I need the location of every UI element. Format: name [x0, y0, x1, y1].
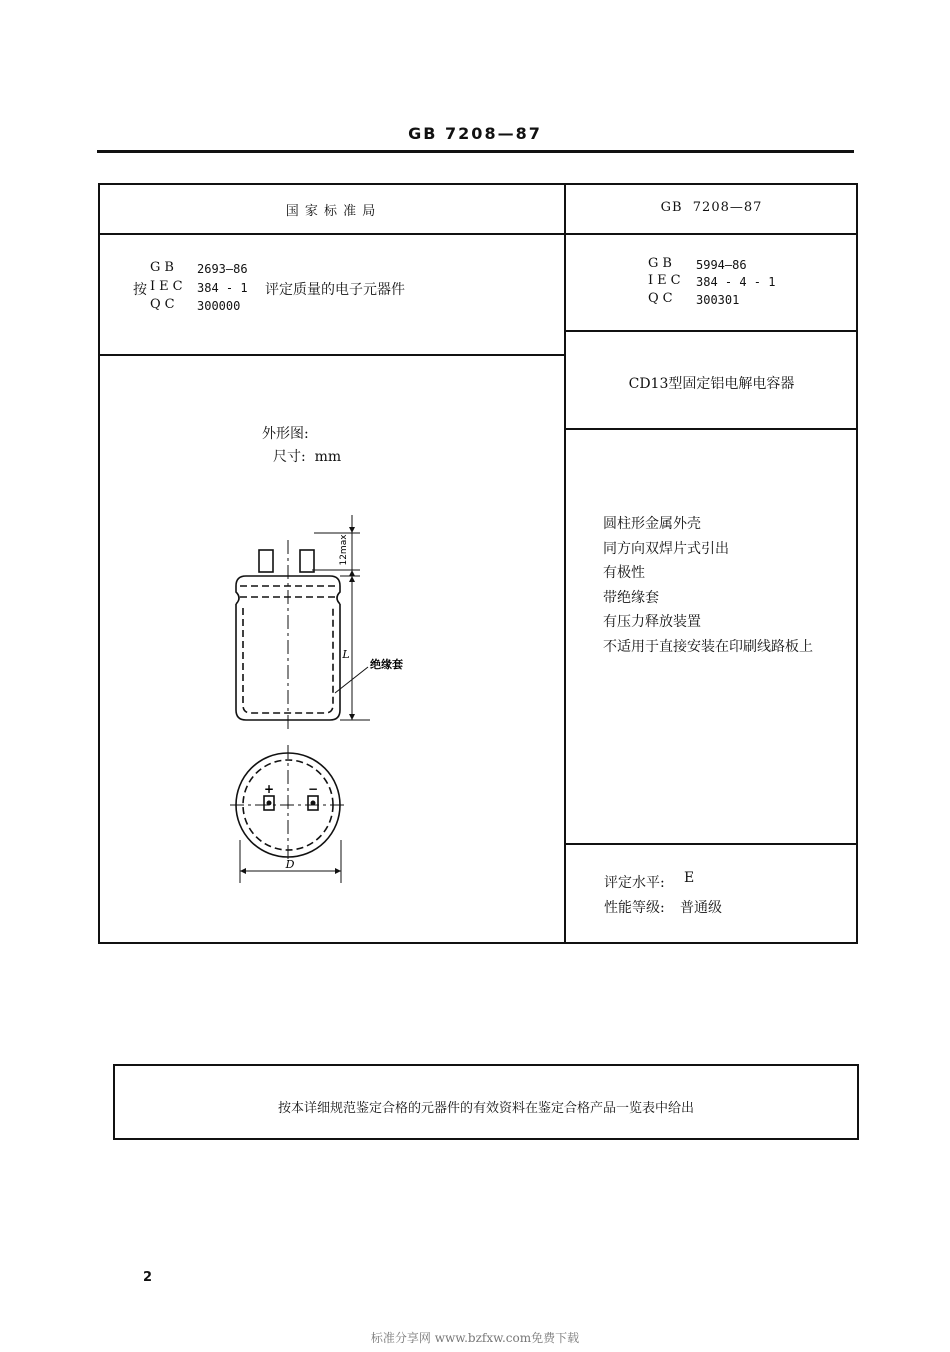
- dim-d-label: D: [285, 858, 295, 871]
- ref-title: 评定质量的电子元器件: [265, 282, 405, 298]
- right-row-divider-3: [564, 428, 858, 430]
- performance-grade-value: 普通级: [680, 900, 722, 916]
- feature-item: 不适用于直接安装在印刷线路板上: [603, 638, 813, 655]
- feature-item: 圆柱形金属外壳: [603, 516, 701, 532]
- right-row-divider-1: [564, 233, 858, 235]
- performance-grade-label: 性能等级:: [604, 900, 665, 916]
- issuing-authority: 国 家 标 准 局: [285, 204, 377, 219]
- terminal-right: [300, 550, 314, 572]
- left-row-divider-2: [98, 354, 564, 356]
- right-ref-label-qc: QC: [648, 291, 677, 306]
- page-header-doc-number: GB 7208—87: [408, 124, 542, 143]
- feature-item: 同方向双焊片式引出: [603, 540, 729, 557]
- drawing-title: 外形图:: [262, 426, 309, 442]
- header-rule: [97, 150, 854, 153]
- right-row-divider-4: [564, 843, 858, 845]
- page-number: 2: [143, 1270, 153, 1285]
- left-ref-value-gb: 2693—86: [197, 262, 248, 276]
- left-ref-value-qc: 300000: [197, 299, 241, 313]
- product-name: CD13型固定铝电解电容器: [628, 376, 795, 392]
- table-column-divider: [564, 183, 566, 944]
- feature-item: 有极性: [603, 565, 645, 581]
- right-ref-value-gb: 5994—86: [696, 258, 747, 272]
- left-ref-label-iec: IEC: [150, 279, 187, 294]
- feature-item: 有压力释放装置: [603, 614, 701, 630]
- feature-item: 带绝缘套: [603, 589, 659, 606]
- right-row-divider-2: [564, 330, 858, 332]
- capacitor-outline-drawing: [200, 500, 430, 890]
- terminal-left: [259, 550, 273, 572]
- left-ref-label-gb: GB: [150, 260, 178, 275]
- plus-label: +: [263, 782, 275, 796]
- right-ref-label-iec: IEC: [648, 273, 685, 288]
- feature-list: [603, 512, 813, 659]
- assessment-level-label: 评定水平:: [604, 875, 665, 891]
- sleeve-label: 绝缘套: [370, 658, 403, 671]
- minus-label: −: [307, 782, 319, 796]
- can-top: [246, 576, 340, 604]
- assessment-level-value: E: [684, 870, 695, 886]
- note-text: 按本详细规范鉴定合格的元器件的有效资料在鉴定合格产品一览表中给出: [277, 1101, 694, 1116]
- left-ref-value-iec: 384 - 1: [197, 281, 248, 295]
- dim-l-label: L: [342, 648, 350, 661]
- right-ref-value-qc: 300301: [696, 293, 740, 307]
- drawing-unit: 尺寸: mm: [273, 449, 342, 465]
- right-ref-label-gb: GB: [648, 256, 676, 271]
- right-doc-number: GB 7208—87: [660, 200, 763, 215]
- dim-12max-label: 12max: [339, 534, 349, 566]
- footer-watermark: 标准分享网 www.bzfxw.com免费下载: [370, 1331, 580, 1345]
- left-row-divider-1: [98, 233, 564, 235]
- ref-prefix: 按: [133, 282, 147, 298]
- left-ref-label-qc: QC: [150, 297, 179, 312]
- right-ref-value-iec: 384 - 4 - 1: [696, 275, 776, 289]
